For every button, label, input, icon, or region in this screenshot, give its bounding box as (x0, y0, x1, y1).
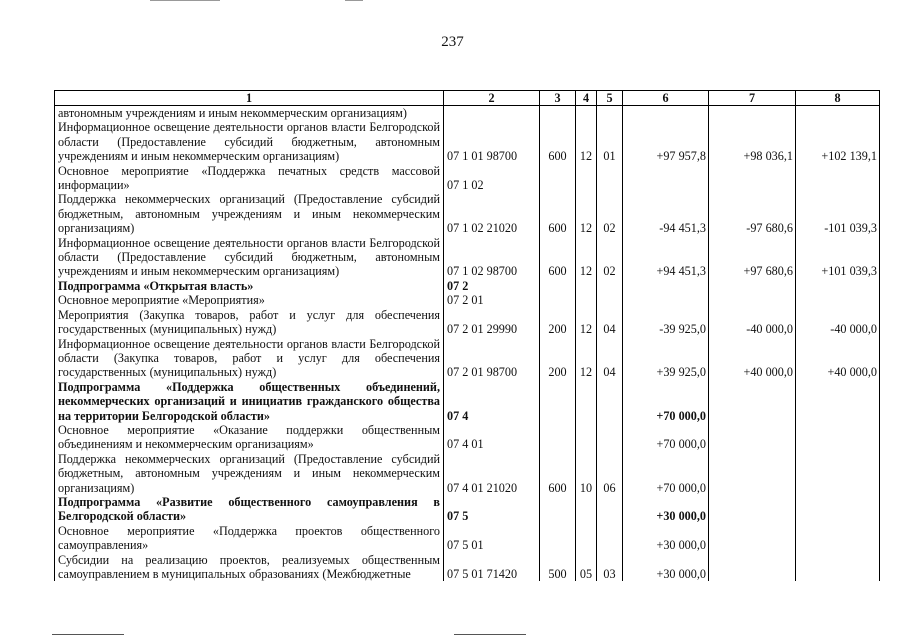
cell-c4: 12 (576, 192, 597, 235)
top-edge-rule-left (150, 0, 220, 1)
cell-desc: Основное мероприятие «Мероприятия» (55, 293, 444, 307)
cell-v7 (709, 495, 796, 524)
cell-v7 (709, 524, 796, 553)
cell-code: 07 1 02 21020 (444, 192, 540, 235)
cell-c4 (576, 279, 597, 293)
cell-v8 (796, 106, 880, 121)
cell-c5: 04 (597, 337, 623, 380)
column-header: 1 (55, 91, 444, 106)
cell-v8 (796, 380, 880, 423)
cell-code: 07 2 01 (444, 293, 540, 307)
cell-c3: 600 (540, 236, 576, 279)
table-row (55, 293, 880, 307)
budget-table (54, 90, 880, 581)
cell-c4 (576, 164, 597, 193)
cell-v6: +94 451,3 (623, 236, 709, 279)
table-header-row (55, 91, 880, 106)
cell-c4 (576, 293, 597, 307)
cell-c3: 600 (540, 192, 576, 235)
cell-v8 (796, 524, 880, 553)
table-row (55, 106, 880, 121)
cell-v8: +40 000,0 (796, 337, 880, 380)
top-edge-rule-right (345, 0, 363, 1)
table-row (55, 524, 880, 553)
cell-code (444, 106, 540, 121)
table-row (55, 380, 880, 423)
cell-c5: 04 (597, 308, 623, 337)
cell-c5: 02 (597, 192, 623, 235)
cell-v6: +30 000,0 (623, 495, 709, 524)
cell-c4 (576, 380, 597, 423)
table-row (55, 553, 880, 582)
table-row (55, 279, 880, 293)
column-header: 4 (576, 91, 597, 106)
cell-c4 (576, 423, 597, 452)
cell-desc: Поддержка некоммерческих организаций (Предоставление субсидий бюджетным, автономным учреждениям и иным некоммерческим организациям) (55, 452, 444, 495)
cell-desc: Подпрограмма «Открытая власть» (55, 279, 444, 293)
cell-v8 (796, 164, 880, 193)
cell-v8 (796, 279, 880, 293)
table-row (55, 495, 880, 524)
cell-c3 (540, 106, 576, 121)
cell-code: 07 5 01 (444, 524, 540, 553)
cell-v8: +102 139,1 (796, 120, 880, 163)
cell-v7 (709, 380, 796, 423)
cell-c5 (597, 495, 623, 524)
cell-v8 (796, 553, 880, 582)
cell-c5 (597, 279, 623, 293)
cell-code: 07 2 01 29990 (444, 308, 540, 337)
cell-c5: 03 (597, 553, 623, 582)
cell-v6 (623, 164, 709, 193)
cell-desc: Информационное освещение деятельности органов власти Белгородской области (Предоставление субсидий бюджетным, автономным учреждениям и иным некоммерческим организациям) (55, 120, 444, 163)
cell-v7 (709, 452, 796, 495)
cell-v7: -97 680,6 (709, 192, 796, 235)
cell-v8: -40 000,0 (796, 308, 880, 337)
cell-v7 (709, 293, 796, 307)
cell-c3: 600 (540, 120, 576, 163)
cell-c5 (597, 423, 623, 452)
cell-c4 (576, 495, 597, 524)
cell-v7: +97 680,6 (709, 236, 796, 279)
cell-c4: 12 (576, 308, 597, 337)
cell-desc: Подпрограмма «Развитие общественного самоуправления в Белгородской области» (55, 495, 444, 524)
cell-v8: +101 039,3 (796, 236, 880, 279)
cell-v6: +97 957,8 (623, 120, 709, 163)
cell-v8 (796, 495, 880, 524)
cell-v8: -101 039,3 (796, 192, 880, 235)
cell-desc: Информационное освещение деятельности органов власти Белгородской области (Предоставление субсидий бюджетным, автономным учреждениям и иным некоммерческим организациям) (55, 236, 444, 279)
cell-v7 (709, 279, 796, 293)
cell-v6 (623, 106, 709, 121)
table-row (55, 308, 880, 337)
cell-c3 (540, 495, 576, 524)
cell-v6: +70 000,0 (623, 380, 709, 423)
cell-c3 (540, 423, 576, 452)
cell-desc: Субсидии на реализацию проектов, реализуемых общественным самоуправлением в муниципальных образованиях (Межбюджетные (55, 553, 444, 582)
cell-v6 (623, 279, 709, 293)
table-row (55, 423, 880, 452)
column-header: 8 (796, 91, 880, 106)
cell-desc: Основное мероприятие «Поддержка печатных средств массовой информации» (55, 164, 444, 193)
cell-code: 07 5 (444, 495, 540, 524)
cell-c5 (597, 524, 623, 553)
cell-v7 (709, 423, 796, 452)
cell-v6: +70 000,0 (623, 452, 709, 495)
cell-c3: 200 (540, 337, 576, 380)
cell-v6: +39 925,0 (623, 337, 709, 380)
cell-code: 07 4 01 21020 (444, 452, 540, 495)
cell-desc: Подпрограмма «Поддержка общественных объединений, некоммерческих организаций и инициатив гражданского общества на территории Белгородской области» (55, 380, 444, 423)
cell-code: 07 2 01 98700 (444, 337, 540, 380)
cell-c5 (597, 164, 623, 193)
cell-c5 (597, 293, 623, 307)
cell-v7 (709, 164, 796, 193)
cell-v6: +30 000,0 (623, 553, 709, 582)
bottom-edge-rule-left (52, 634, 124, 635)
cell-c5 (597, 380, 623, 423)
table-row (55, 452, 880, 495)
cell-code: 07 1 02 98700 (444, 236, 540, 279)
cell-c4: 12 (576, 337, 597, 380)
table-row (55, 164, 880, 193)
cell-desc: автономным учреждениям и иным некоммерческим организациям) (55, 106, 444, 121)
cell-c5 (597, 106, 623, 121)
bottom-edge-rule-right (454, 634, 526, 635)
cell-c3 (540, 380, 576, 423)
cell-c3 (540, 279, 576, 293)
cell-code: 07 2 (444, 279, 540, 293)
cell-v8 (796, 293, 880, 307)
table-row (55, 337, 880, 380)
cell-code: 07 4 (444, 380, 540, 423)
cell-desc: Мероприятия (Закупка товаров, работ и услуг для обеспечения государственных (муниципальных) нужд) (55, 308, 444, 337)
column-header: 7 (709, 91, 796, 106)
cell-desc: Основное мероприятие «Оказание поддержки общественным объединениям и некоммерческим организациям» (55, 423, 444, 452)
cell-c3 (540, 164, 576, 193)
column-header: 6 (623, 91, 709, 106)
cell-code: 07 4 01 (444, 423, 540, 452)
table-row (55, 236, 880, 279)
cell-desc: Основное мероприятие «Поддержка проектов общественного самоуправления» (55, 524, 444, 553)
column-header: 3 (540, 91, 576, 106)
cell-c3: 600 (540, 452, 576, 495)
page-number: 237 (441, 34, 464, 50)
cell-code: 07 1 01 98700 (444, 120, 540, 163)
cell-c5: 06 (597, 452, 623, 495)
cell-c3 (540, 293, 576, 307)
table-row (55, 120, 880, 163)
cell-code: 07 5 01 71420 (444, 553, 540, 582)
cell-desc: Поддержка некоммерческих организаций (Предоставление субсидий бюджетным, автономным учреждениям и иным некоммерческим организациям) (55, 192, 444, 235)
cell-c5: 02 (597, 236, 623, 279)
cell-code: 07 1 02 (444, 164, 540, 193)
cell-c4: 12 (576, 236, 597, 279)
cell-c4: 12 (576, 120, 597, 163)
cell-c4 (576, 106, 597, 121)
cell-c3: 500 (540, 553, 576, 582)
cell-v6 (623, 293, 709, 307)
cell-c3: 200 (540, 308, 576, 337)
cell-v6: -39 925,0 (623, 308, 709, 337)
column-header: 5 (597, 91, 623, 106)
cell-desc: Информационное освещение деятельности органов власти Белгородской области (Закупка товаров, работ и услуг для обеспечения государственных (муниципальных) нужд) (55, 337, 444, 380)
cell-v6: +70 000,0 (623, 423, 709, 452)
cell-c4 (576, 524, 597, 553)
cell-c5: 01 (597, 120, 623, 163)
cell-c3 (540, 524, 576, 553)
cell-v8 (796, 423, 880, 452)
cell-v7: +40 000,0 (709, 337, 796, 380)
cell-v7 (709, 106, 796, 121)
cell-c4: 05 (576, 553, 597, 582)
column-header: 2 (444, 91, 540, 106)
cell-v6: +30 000,0 (623, 524, 709, 553)
cell-v7: +98 036,1 (709, 120, 796, 163)
cell-v7 (709, 553, 796, 582)
cell-c4: 10 (576, 452, 597, 495)
cell-v6: -94 451,3 (623, 192, 709, 235)
cell-v7: -40 000,0 (709, 308, 796, 337)
table-row (55, 192, 880, 235)
cell-v8 (796, 452, 880, 495)
